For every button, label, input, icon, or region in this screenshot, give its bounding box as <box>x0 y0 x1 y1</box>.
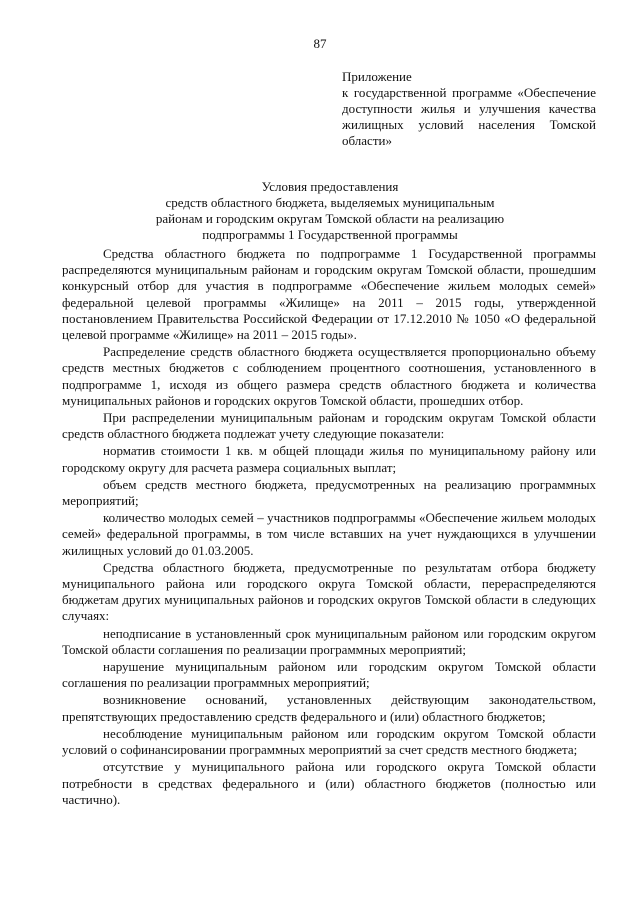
paragraph-1: Средства областного бюджета по подпрограмме 1 Государственной программы распределяются муниципальным районам и городским округам Томской области, прошедшим конкурсный отбор для участия в подпрограмме «Обеспечение жильем молодых семей» федеральной целевой программы «Жилище» на 2011 – 2015 годы, утвержденной постановлением Правительства Российской Федерации от 17.12.2010 № 1050 «О федеральной целевой программе «Жилище» на 2011 – 2015 годы». <box>62 246 596 343</box>
case-item-3: возникновение оснований, установленных действующим законодательством, препятствующих предоставлению средств федерального и (или) областного бюджетов; <box>62 692 596 724</box>
indicator-item-2: объем средств местного бюджета, предусмотренных на реализацию программных мероприятий; <box>62 476 596 509</box>
title-line-1: Условия предоставления <box>261 179 399 194</box>
title-line-4: подпрограммы 1 Государственной программы <box>202 227 458 242</box>
paragraph-3: При распределении муниципальным районам и городским округам Томской области средств областного бюджета подлежат учету следующие показатели: <box>62 410 596 442</box>
case-item-4: несоблюдение муниципальным районом или городским округом Томской области условий о софинансировании программных мероприятий за счет средств местного бюджета; <box>62 725 596 758</box>
appendix-text: к государственной программе «Обеспечение доступности жилья и улучшения качества жилищных условий населения Томской области» <box>342 85 596 148</box>
appendix-note <box>342 69 596 149</box>
page-number: 87 <box>313 36 327 51</box>
paragraph-2: Распределение средств областного бюджета осуществляется пропорционально объему средств местных бюджетов с соблюдением процентного соотношения, установленного в подпрограмме 1, исходя из общего размера средств областного бюджета и количества муниципальных районов и городских округов Томской области, прошедших отбор. <box>62 344 596 408</box>
document-body <box>62 246 596 809</box>
title-line-2: средств областного бюджета, выделяемых муниципальным <box>165 195 495 210</box>
title-line-3: районам и городским округам Томской области на реализацию <box>155 211 505 226</box>
appendix-heading: Приложение <box>342 69 412 84</box>
indicator-item-3: количество молодых семей – участников подпрограммы «Обеспечение жильем молодых семей» федеральной программы, в том числе вставших на учет нуждающихся в улучшении жилищных условий до 01.03.2005. <box>62 510 596 558</box>
document-title <box>90 179 570 243</box>
paragraph-4: Средства областного бюджета, предусмотренные по результатам отбора бюджету муниципального района или городского округа Томской области, перераспределяются бюджетам других муниципальных районов и городских округов Томской области в следующих случаях: <box>62 559 596 624</box>
case-item-5: отсутствие у муниципального района или городского округа Томской области потребности в средствах федерального и (или) областного бюджетов (полностью или частично). <box>62 759 596 807</box>
case-item-1: неподписание в установленный срок муниципальным районом или городским округом Томской области соглашения по реализации программных мероприятий; <box>62 625 596 657</box>
indicator-item-1: норматив стоимости 1 кв. м общей площади жилья по муниципальному району или городскому округу для расчета размера социальных выплат; <box>62 443 596 475</box>
case-item-2: нарушение муниципальным районом или городским округом Томской области соглашения по реализации программных мероприятий; <box>62 659 596 691</box>
